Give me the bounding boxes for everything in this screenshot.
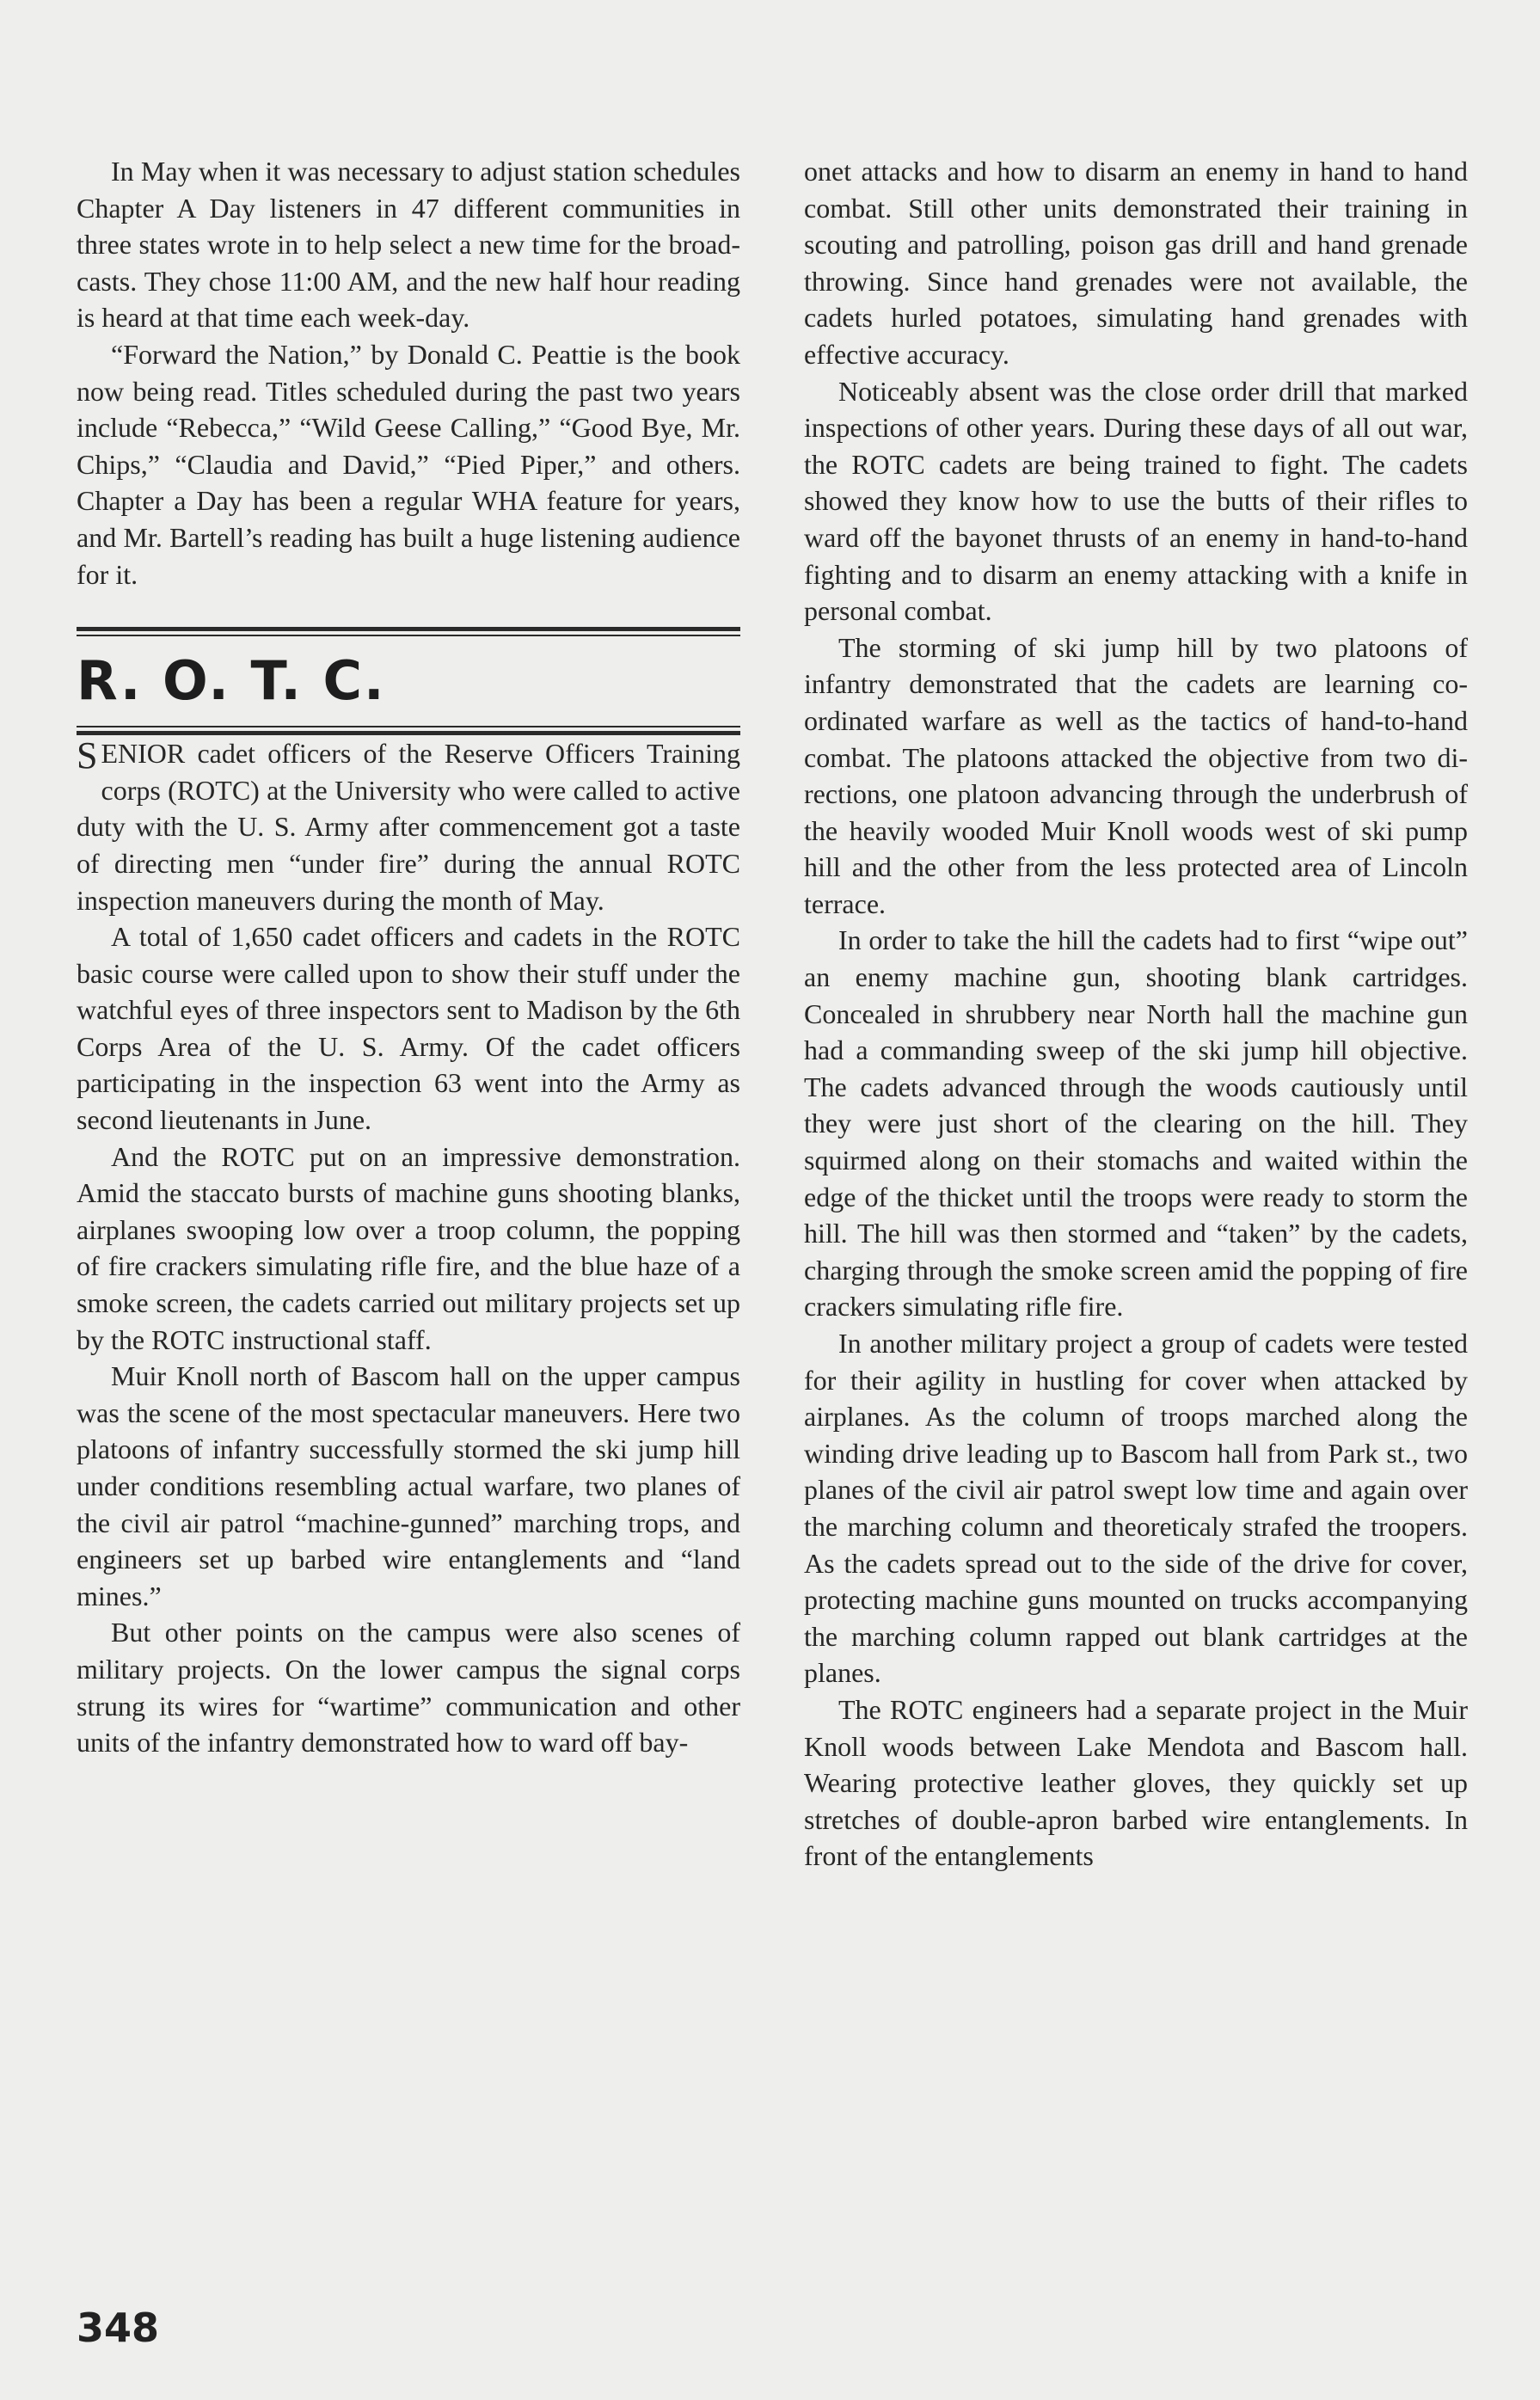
right-column bbox=[804, 153, 1468, 1875]
paragraph: The ROTC engineers had a separate project in the Muir Knoll woods between Lake Mendota and Bascom hall. Wearing protective leather gloves, they quickly set up stretches of double-apron barbed wire entanglements. In front of the entanglements bbox=[804, 1693, 1468, 1872]
paragraph: But other points on the campus were also scenes of military projects. On the lower campus the signal corps strung its wires for “wartime” communication and other units of the infantry demonstrated how to ward off bay- bbox=[77, 1617, 740, 1759]
lead-paragraph bbox=[77, 735, 740, 918]
paragraph: onet attacks and how to disarm an enemy in hand to hand combat. Still other units demonstrated their training in scouting and patrolling, poison gas drill and hand grenade throwing. Since hand grenades were not available, the cadets hurled potatoes, simulating hand grenades with effective accuracy. bbox=[804, 156, 1468, 370]
paragraph: Noticeably absent was the close order drill that marked inspections of other years. During these days of all out war, the ROTC cadets are being trained to fight. The cadets showed they know how to use the butts of their rifles to ward off the bayonet thrusts of an enemy in hand-to-hand fighting and to disarm an enemy attacking with a knife in personal combat. bbox=[804, 375, 1468, 627]
section-header bbox=[77, 627, 740, 735]
paragraph: A total of 1,650 cadet officers and cadets in the ROTC basic course were called upon to show their stuff under the watchful eyes of three inspectors sent to Madison by the 6th Corps Area of the U. S. Army. Of the cadet officers participating in the inspection 63 went into the Army as second lieutenants in June. bbox=[77, 921, 740, 1136]
paragraph: In another military project a group of cadets were tested for their agility in hustling for cover when attacked by airplanes. As the column of troops marched along the winding drive leading up to Bascom hall from Park st., two planes of the civil air patrol swept low time and again over the marching column and theoreticaly strafed the troopers. As the cadets spread out to the side of the drive for cover, protecting machine guns mounted on trucks accompanying the marching column rapped out blank cartridges at the planes. bbox=[804, 1328, 1468, 1689]
page-number: 348 bbox=[77, 2305, 160, 2351]
left-column bbox=[77, 153, 740, 1761]
divider bbox=[77, 627, 740, 631]
paragraph: Muir Knoll north of Bascom hall on the upper campus was the scene of the most spectacular maneuvers. Here two platoons of infantry successfully stormed the ski jump hill under conditions resembling actual warfare, two planes of the civil air patrol “machine-gunned” marching trops, and engineers set up barbed wire entanglements and “land mines.” bbox=[77, 1360, 740, 1611]
divider bbox=[77, 726, 740, 727]
paragraph: And the ROTC put on an impressive demonstration. Amid the staccato bursts of machine guns shooting blanks, airplanes swooping low over a troop column, the popping of fire crackers simulating rifle fire, and the blue haze of a smoke screen, the cadets carried out military projects set up by the ROTC instructional staff. bbox=[77, 1140, 740, 1355]
lead-paragraph-text: ENIOR cadet officers of the Reserve Officers Training corps (ROTC) at the University who were called to active duty with the U. S. Army after commencement got a taste of directing men “under fire” during the annual ROTC inspection maneuvers during the month of May. bbox=[77, 738, 740, 916]
paragraph: In order to take the hill the cadets had to first “wipe out” an enemy machine gun, shooting blank cartridges. Concealed in shrubbery near North hall the machine gun had a commanding sweep of the ski jump hill objective. The cadets advanced through the woods cautiously until they were just short of the clearing on the hill. They squirmed along on their stomachs and waited within the edge of the thicket until the troops were ready to storm the hill. The hill was then stormed and “taken” by the cadets, charging through the smoke screen amid the popping of fire crackers simulating rifle fire. bbox=[804, 924, 1468, 1323]
section-title: R. O. T. C. bbox=[77, 649, 386, 713]
paragraph: “Forward the Nation,” by Donald C. Peattie is the book now being read. Titles scheduled during the past two years include “Rebecca,” “Wild Geese Calling,” “Good Bye, Mr. Chips,” “Claudia and David,” “Pied Piper,” and others. Chapter a Day has been a regular WHA feature for years, and Mr. Bartell’s reading has built a huge listening audience for it. bbox=[77, 338, 740, 590]
paragraph: The storming of ski jump hill by two platoons of infantry demonstrated that the cadets are learning co-ordinated warfare as well as the tactics of hand-to-hand combat. The platoons attacked the objective from two directions, one platoon advancing through the underbrush of the heavily wooded Muir Knoll woods west of ski pump hill and the other from the less protected area of Lincoln terrace. bbox=[804, 631, 1468, 919]
drop-cap: S bbox=[77, 734, 98, 777]
paragraph: In May when it was necessary to adjust station schedules Chapter A Day listeners in 47 different communities in three states wrote in to help select a new time for the broadcasts. They chose 11:00 AM, and the new half hour reading is heard at that time each week-day. bbox=[77, 156, 740, 334]
